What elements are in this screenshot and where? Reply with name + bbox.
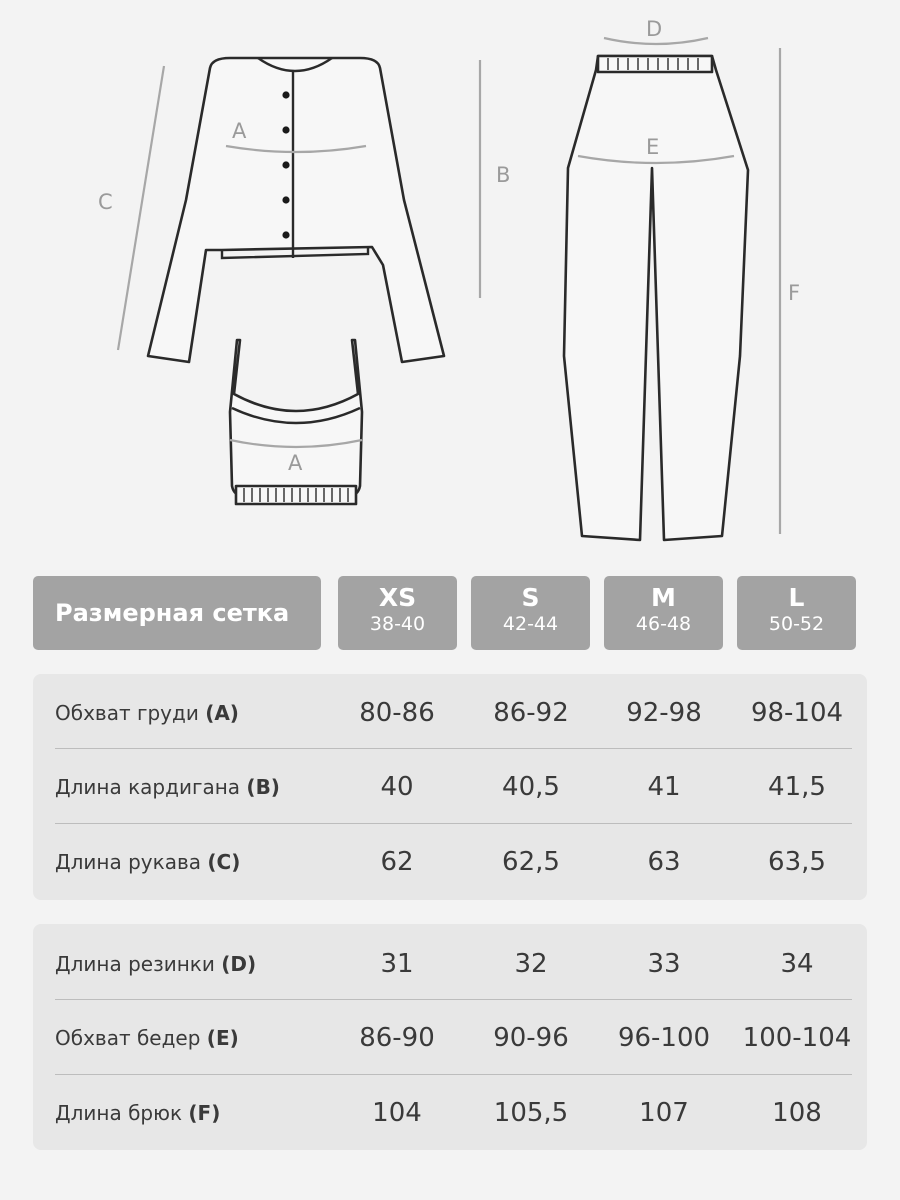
- row-divider: [55, 1074, 852, 1075]
- size-code: XS: [378, 583, 417, 612]
- table-block-tops: [33, 674, 867, 900]
- size-code: M: [651, 583, 676, 612]
- label-c: C: [98, 190, 113, 214]
- row-label: Обхват груди (A): [55, 701, 239, 725]
- cell-value: 41: [647, 772, 681, 802]
- size-code: S: [521, 583, 540, 612]
- cell-value: 31: [380, 949, 414, 979]
- cell-value: 80-86: [359, 698, 435, 728]
- table-row: [33, 927, 867, 1001]
- cell-value: 63: [647, 847, 681, 877]
- table-row: [33, 676, 867, 750]
- cell-value: 40,5: [502, 772, 560, 802]
- pants-drawing: [564, 38, 748, 540]
- row-label: Длина кардигана (B): [55, 775, 280, 799]
- cell-value: 100-104: [742, 1023, 852, 1053]
- cell-value: 63,5: [768, 847, 826, 877]
- cell-value: 104: [372, 1098, 422, 1128]
- cell-value: 86-90: [359, 1023, 435, 1053]
- label-a-cardigan: A: [232, 119, 247, 143]
- table-row: [33, 1076, 867, 1150]
- size-chart-title: Размерная сетка: [33, 576, 321, 650]
- table-block-pants: [33, 924, 867, 1150]
- garment-illustration: [0, 0, 900, 560]
- row-divider: [55, 823, 852, 824]
- size-header-s: [471, 576, 590, 650]
- label-a-top: A: [288, 451, 303, 475]
- cell-value: 40: [380, 772, 414, 802]
- cardigan-drawing: [148, 58, 444, 362]
- size-range: 46-48: [635, 613, 692, 635]
- cell-value: 98-104: [750, 698, 844, 728]
- size-range: 50-52: [768, 613, 825, 635]
- cell-value: 92-98: [626, 698, 702, 728]
- cell-value: 107: [639, 1098, 689, 1128]
- size-range: 38-40: [369, 613, 426, 635]
- cell-value: 86-92: [493, 698, 569, 728]
- cell-value: 34: [780, 949, 814, 979]
- size-code: L: [788, 583, 805, 612]
- row-divider: [55, 748, 852, 749]
- table-row: [33, 750, 867, 824]
- label-b: B: [496, 163, 511, 187]
- cell-value: 90-96: [493, 1023, 569, 1053]
- cell-value: 41,5: [768, 772, 826, 802]
- sleeve-measure-line: [118, 66, 164, 350]
- cell-value: 108: [772, 1098, 822, 1128]
- row-label: Длина резинки (D): [55, 952, 257, 976]
- row-label: Обхват бедер (E): [55, 1026, 239, 1050]
- table-row: [33, 825, 867, 899]
- table-row: [33, 1001, 867, 1075]
- label-d: D: [646, 17, 663, 41]
- size-header-m: [604, 576, 723, 650]
- size-header-xs: [338, 576, 457, 650]
- cell-value: 62,5: [502, 847, 560, 877]
- cell-value: 105,5: [493, 1098, 569, 1128]
- row-label: Длина брюк (F): [55, 1101, 221, 1125]
- label-e: E: [646, 135, 660, 159]
- cell-value: 32: [514, 949, 548, 979]
- row-divider: [55, 999, 852, 1000]
- row-label: Длина рукава (C): [55, 850, 241, 874]
- top-drawing: [230, 340, 362, 504]
- size-range: 42-44: [502, 613, 559, 635]
- cell-value: 62: [380, 847, 414, 877]
- cell-value: 33: [647, 949, 681, 979]
- cell-value: 96-100: [617, 1023, 711, 1053]
- label-f: F: [788, 281, 801, 305]
- size-header-l: [737, 576, 856, 650]
